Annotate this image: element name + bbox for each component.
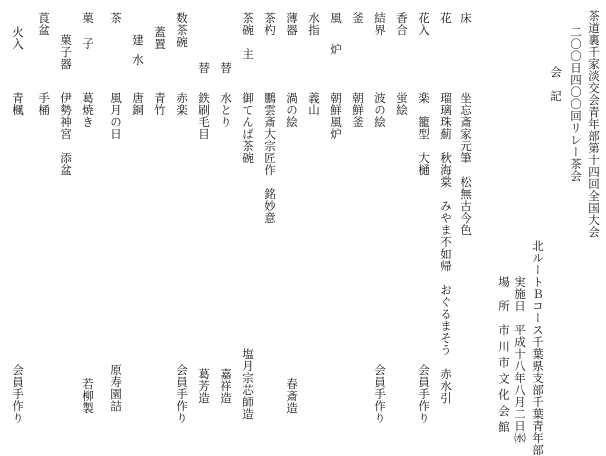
item-maker: 原寿園詰 — [109, 364, 123, 412]
item-row-futaoki — [152, 0, 168, 436]
item-value: 手桶 — [37, 92, 51, 116]
item-row-furo — [328, 0, 344, 436]
item-label: 茶 — [109, 12, 123, 24]
item-value: 風月の日 — [109, 92, 123, 140]
item-value: 楽 籠型 大樋 — [417, 92, 431, 176]
item-value: 瑠璃珠薊 秋海棠 みやま不如帰 おぐるまそう 赤水引 — [439, 92, 453, 404]
item-label: 結界 — [373, 12, 387, 36]
item-label: 床 — [459, 12, 473, 24]
item-label: 水指 — [307, 12, 321, 36]
item-value: 葛焼き — [81, 92, 95, 128]
item-value: 鉄刷毛目 — [197, 92, 211, 140]
item-row-kae-2 — [196, 0, 212, 436]
event-place: 場 所 市 川 市 文 化 会 館 — [497, 276, 511, 433]
item-row-mizusashi — [306, 0, 322, 436]
item-label: 建水 — [131, 34, 145, 73]
item-row-hiire — [10, 0, 26, 436]
item-row-kama — [350, 0, 366, 436]
item-label: 茶碗 主 — [241, 12, 255, 60]
item-value: 御てんば茶碗 — [241, 92, 255, 164]
item-value: 青竹 — [153, 92, 167, 116]
item-value: 鵬雲斎大宗匠作 銘妙意 — [263, 92, 277, 224]
item-value: 唐銅 — [131, 92, 145, 116]
item-row-kazu-chawan — [174, 0, 190, 436]
item-row-cha — [108, 0, 124, 436]
item-maker: 会員手作り — [417, 364, 431, 424]
item-label: 香合 — [395, 12, 409, 36]
item-row-kensui — [130, 0, 146, 436]
event-date: 実施日 平成十八年八月二日㈬ — [513, 276, 527, 444]
item-value: 朝鮮風炉 — [329, 92, 343, 140]
heading-col-2 — [568, 0, 584, 436]
item-row-kashiki — [58, 0, 74, 436]
item-value: 朝鮮釜 — [351, 92, 365, 128]
item-row-kashi — [80, 0, 96, 436]
host-organization: 北ルートＢコース千葉県支部千葉青年部 — [531, 240, 545, 456]
item-label: 風炉 — [329, 12, 343, 75]
item-maker: 会員手作り — [373, 364, 387, 424]
item-row-usuki — [284, 0, 300, 436]
item-label: 菓子器 — [59, 34, 73, 70]
document-heading: 会 記 — [549, 66, 563, 102]
item-label: 数茶碗 — [175, 12, 189, 48]
item-maker: 若柳製 — [81, 378, 95, 414]
heading-col-3 — [548, 0, 564, 436]
item-label: 替 — [219, 62, 233, 74]
item-value: 渦の絵 — [285, 92, 299, 128]
item-maker: 葛芳造 — [197, 368, 211, 404]
item-label: 花 — [439, 12, 453, 24]
item-label: 莨盆 — [37, 12, 51, 36]
item-label: 蓋置 — [153, 26, 167, 50]
item-value: 坐忘斎家元筆 松無古今色 — [459, 92, 473, 236]
item-label: 釜 — [351, 12, 365, 24]
item-maker: 会員手作り — [175, 364, 189, 424]
item-value: 蛍絵 — [395, 92, 409, 116]
host-col — [530, 0, 546, 456]
item-label: 花入 — [417, 12, 431, 36]
item-label: 菓子 — [81, 12, 95, 63]
item-value: 義山 — [307, 92, 321, 116]
item-row-kekkai — [372, 0, 388, 436]
item-value: 波の絵 — [373, 92, 387, 128]
event-subtitle: 二〇〇日四〇〇回リレー茶会 — [569, 26, 583, 182]
heading-col-1 — [586, 0, 602, 436]
item-row-kae-1 — [218, 0, 234, 436]
item-maker: 塩月宗芯師造 — [241, 348, 255, 420]
item-row-kogo — [394, 0, 410, 436]
item-maker: 嘉祥造 — [219, 368, 233, 404]
item-value: 伊勢神宮 添盆 — [59, 92, 73, 176]
date-col — [512, 0, 528, 444]
item-row-chashaku — [262, 0, 278, 436]
item-maker: 春斎造 — [285, 378, 299, 414]
item-label: 火入 — [11, 26, 25, 50]
item-maker: 会員手作り — [11, 364, 25, 424]
item-label: 薄器 — [285, 12, 299, 36]
place-col — [496, 0, 512, 436]
item-row-tabakobon — [36, 0, 52, 436]
item-row-chawan-main — [240, 0, 256, 436]
event-title: 茶道裏千家淡交会青年部第十四回全国大会 — [587, 10, 601, 238]
item-label: 替 — [197, 62, 211, 74]
item-label: 茶杓 — [263, 12, 277, 36]
item-value: 青楓 — [11, 92, 25, 116]
item-row-hana — [438, 0, 454, 436]
item-row-hanaire — [416, 0, 432, 436]
item-value: 赤楽 — [175, 92, 189, 116]
item-row-toko — [458, 0, 474, 436]
item-value: 水とり — [219, 92, 233, 128]
